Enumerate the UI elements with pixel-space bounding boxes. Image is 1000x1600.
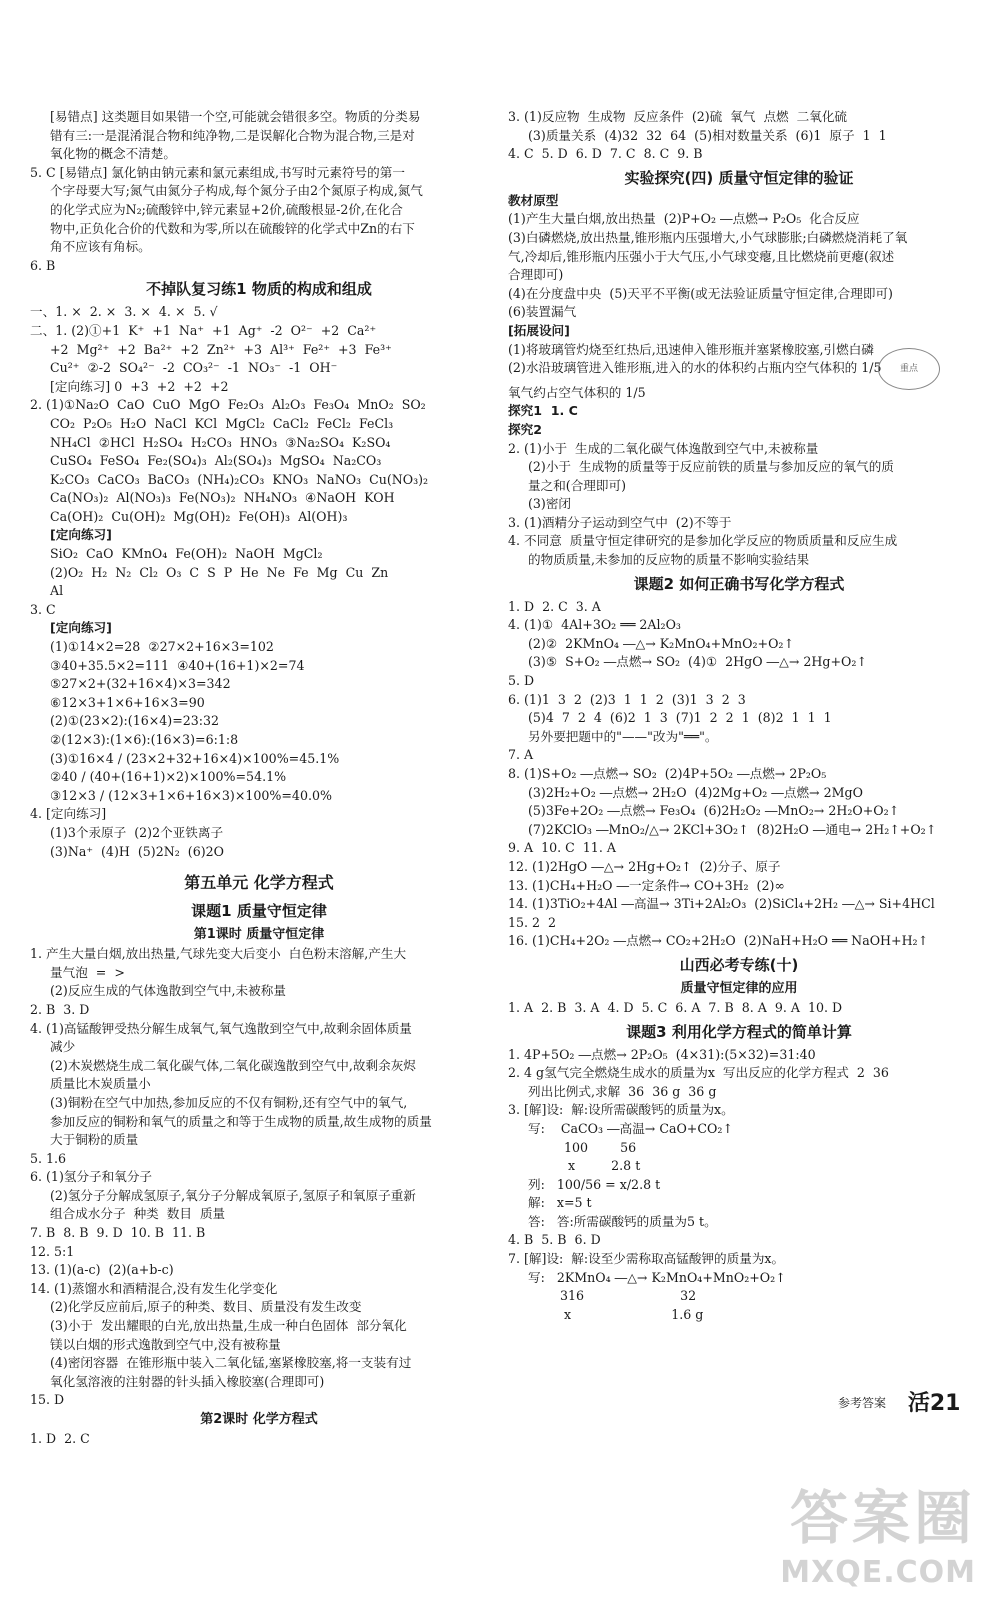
section-heading: 第五单元 化学方程式 [184, 873, 334, 893]
answer-line: 7. A [508, 747, 534, 763]
answer-line: ⑥12×3+1×6+16×3=90 [50, 694, 205, 710]
answer-line: ②40 / (40+(16+1)×2)×100%=54.1% [50, 769, 287, 785]
page-number: 活21 [907, 1391, 961, 1416]
answer-line: 7. [解]设: 解:设至少需称取高锰酸钾的质量为x。 [508, 1251, 785, 1267]
section-heading: 山西必考专练(十) [679, 955, 799, 974]
section-heading: 课题3 利用化学方程式的简单计算 [626, 1022, 852, 1041]
answer-line: 5. 1.6 [30, 1150, 67, 1166]
answer-line: [定向练习] [50, 527, 112, 543]
answer-line: 教材原型 [508, 192, 559, 208]
answer-line: (4)密闭容器 在锥形瓶中装入二氧化锰,塞紧橡胶塞,将一支装有过 [50, 1355, 412, 1371]
answer-line: 2. (1)①Na₂O CaO CuO MgO Fe₂O₃ Al₂O₃ Fe₃O₄ MnO₂ SO₂ [30, 397, 426, 413]
answer-line: [拓展设问] [508, 322, 570, 338]
answer-line: 气,冷却后,锥形瓶内压强小于大气压,小气球变瘪,且比燃烧前更瘪(叙述 [508, 248, 895, 264]
answer-line: (1)3个汞原子 (2)2个亚铁离子 [50, 824, 224, 840]
answer-line: 6. B [30, 257, 56, 273]
answer-line: (2)小于 生成物的质量等于反应前铁的质量与参加反应的氧气的质 [528, 459, 894, 475]
answer-line: (3)①16×4 / (23×2+32+16×4)×100%=45.1% [50, 750, 340, 766]
answer-line: 错有三:一是混淆混合物和纯净物,二是误解化合物为混合物,三是对 [50, 127, 415, 143]
answer-line: x 2.8 t [528, 1158, 641, 1174]
answer-line: (3)⑤ S+O₂ ―点燃→ SO₂ (4)① 2HgO ―△→ 2Hg+O₂↑ [528, 654, 867, 670]
answer-line: 7. B 8. B 9. D 10. B 11. B [30, 1225, 206, 1241]
answer-line: 二、1. (2)①+1 K⁺ +1 Na⁺ +1 Ag⁺ -2 O²⁻ +2 Ca²⁺ [30, 322, 377, 338]
answer-line: (3)铜粉在空气中加热,参加反应的不仅有铜粉,还有空气中的氧气, [50, 1094, 408, 1110]
answer-line: 写: 2KMnO₄ ―△→ K₂MnO₄+MnO₂+O₂↑ [528, 1269, 786, 1285]
answer-line: (2)木炭燃烧生成二氧化碳气体,二氧化碳逸散到空气中,故剩余灰烬 [50, 1057, 416, 1073]
answer-line: CuSO₄ FeSO₄ Fe₂(SO₄)₃ Al₂(SO₄)₃ MgSO₄ Na₂CO₃ [50, 453, 382, 469]
watermark-logo [780, 1471, 976, 1590]
answer-line: +2 Mg²⁺ +2 Ba²⁺ +2 Zn²⁺ +3 Al³⁺ Fe²⁺ +3 Fe³⁺ [50, 341, 392, 357]
answer-line: SiO₂ CaO KMnO₄ Fe(OH)₂ NaOH MgCl₂ [50, 546, 323, 562]
answer-line: 的化学式应为N₂;硫酸锌中,锌元素显+2价,硫酸根显-2价,在化合 [50, 201, 403, 217]
answer-line: 14. (1)蒸馏水和酒精混合,没有发生化学变化 [30, 1280, 278, 1296]
answer-line: K₂CO₃ CaCO₃ BaCO₃ (NH₄)₂CO₃ KNO₃ NaNO₃ Cu(NO₃)₂ [50, 471, 429, 487]
answer-line: 12. (1)2HgO ―△→ 2Hg+O₂↑ (2)分子、原子 [508, 858, 781, 874]
answer-line: 角不应该有角标。 [50, 239, 151, 255]
left-column [30, 108, 488, 1449]
page-footer [838, 1386, 960, 1417]
section-heading: 质量守恒定律的应用 [680, 980, 798, 996]
key-point-stamp: 重点 [878, 348, 940, 390]
answer-line: 个字母要大写;氮气由氮分子构成,每个氮分子由2个氮原子构成,氮气 [50, 183, 423, 199]
answer-line: NH₄Cl ②HCl H₂SO₄ H₂CO₃ HNO₃ ③Na₂SO₄ K₂SO₄ [50, 434, 391, 450]
answer-line: (2)② 2KMnO₄ ―△→ K₂MnO₄+MnO₂+O₂↑ [528, 635, 795, 651]
answer-line: (2)反应生成的气体逸散到空气中,未被称量 [50, 983, 286, 999]
answer-line: Cu²⁺ ②-2 SO₄²⁻ -2 CO₃²⁻ -1 NO₃⁻ -1 OH⁻ [50, 360, 338, 376]
answer-line: 6. (1)氢分子和氧分子 [30, 1169, 153, 1185]
answer-line: 参加反应的铜粉和氧气的质量之和等于生成物的质量,故生成物的质量 [50, 1113, 432, 1129]
answer-line: ⑤27×2+(32+16×4)×3=342 [50, 676, 231, 692]
answer-line: 5. C [易错点] 氯化钠由钠元素和氯元素组成,书写时元素符号的第一 [30, 164, 405, 180]
answer-line: 氧气约占空气体积的 1/5 [508, 384, 646, 400]
answer-line: 2. 4 g氢气完全燃烧生成水的质量为x 写出反应的化学方程式 2 36 [508, 1065, 889, 1081]
answer-line: CO₂ P₂O₅ H₂O NaCl KCl MgCl₂ CaCl₂ FeCl₂ FeCl₃ [50, 415, 394, 431]
answer-line: 量气泡 = > [50, 964, 125, 980]
answer-line: (7)2KClO₃ ―MnO₂/△→ 2KCl+3O₂↑ (8)2H₂O ―通电→ 2H₂↑+O₂↑ [528, 821, 937, 837]
section-heading: 课题2 如何正确书写化学方程式 [633, 574, 845, 593]
section-heading: 课题1 质量守恒定律 [191, 902, 327, 921]
answer-line: 合理即可) [508, 267, 564, 283]
answer-line: (3)2H₂+O₂ ―点燃→ 2H₂O (4)2Mg+O₂ ―点燃→ 2MgO [528, 784, 863, 800]
answer-line: 3. C [30, 601, 56, 617]
answer-line: [易错点] 这类题目如果错一个空,可能就会错很多空。物质的分类易 [50, 109, 421, 124]
answer-line: 316 32 [528, 1288, 697, 1304]
answer-line: 解: x=5 t [528, 1195, 592, 1211]
answer-line: (3)质量关系 (4)32 32 64 (5)相对数量关系 (6)1 原子 1 1 [528, 127, 887, 143]
answer-line: 3. (1)酒精分子运动到空气中 (2)不等于 [508, 514, 732, 530]
answer-line: (1)将玻璃管灼烧至红热后,迅速伸入锥形瓶并塞紧橡胶塞,引燃白磷 [508, 341, 874, 357]
answer-line: 质量比木炭质量小 [50, 1076, 151, 1092]
answer-line: (6)装置漏气 [508, 304, 577, 320]
answer-line: 3. [解]设: 解:设所需碳酸钙的质量为x。 [508, 1102, 734, 1118]
answer-line: 一、1. × 2. × 3. × 4. × 5. √ [30, 304, 218, 320]
answer-line: 另外要把题中的"——"改为"══"。 [528, 728, 718, 744]
answer-line: 2. (1)小于 生成的二氧化碳气体逸散到空气中,未被称量 [508, 440, 819, 456]
answer-line: 100 56 [528, 1139, 637, 1155]
answer-line: [定向练习] 0 +3 +2 +2 +2 [50, 378, 229, 394]
answer-line: (3)密闭 [528, 496, 572, 512]
answer-line: (2)氢分子分解成氢原子,氧分子分解成氧原子,氢原子和氧原子重新 [50, 1187, 416, 1203]
answer-line: 列: 100/56 = x/2.8 t [528, 1176, 661, 1192]
answer-line: x 1.6 g [528, 1306, 704, 1322]
answer-line: 15. 2 2 [508, 914, 557, 930]
answer-line: Ca(OH)₂ Cu(OH)₂ Mg(OH)₂ Fe(OH)₃ Al(OH)₃ [50, 508, 348, 524]
right-column [508, 108, 970, 1324]
answer-line: Ca(NO₃)₂ Al(NO₃)₃ Fe(NO₃)₂ NH₄NO₃ ④NaOH KOH [50, 490, 395, 506]
answer-line: (2)①(23×2):(16×4)=23:32 [50, 713, 220, 729]
answer-line: 1. 产生大量白烟,放出热量,气球先变大后变小 白色粉末溶解,产生大 [30, 946, 407, 962]
answer-line: 13. (1)(a-c) (2)(a+b-c) [30, 1262, 174, 1278]
answer-line: 物中,正负化合价的代数和为零,所以在硫酸锌的化学式中Zn的右下 [50, 220, 415, 236]
section-heading: 第1课时 质量守恒定律 [193, 927, 325, 943]
answer-line: (1)产生大量白烟,放出热量 (2)P+O₂ ―点燃→ P₂O₅ 化合反应 [508, 211, 860, 227]
answer-line: 写: CaCO₃ ―高温→ CaO+CO₂↑ [528, 1120, 733, 1136]
answer-line: [定向练习] [50, 620, 112, 636]
answer-line: (5)4 7 2 4 (6)2 1 3 (7)1 2 2 1 (8)2 1 1 1 [528, 710, 832, 726]
watermark-url: MXQE.COM [780, 1555, 976, 1590]
answer-line: 的物质质量,未参加的反应物的质量不影响实验结果 [528, 552, 810, 568]
answer-line: 列出比例式,求解 36 36 g 36 g [528, 1083, 717, 1099]
answer-line: 4. 不同意 质量守恒定律研究的是参加化学反应的物质质量和反应生成 [508, 533, 898, 549]
answer-line: (4)在分度盘中央 (5)天平不平衡(或无法验证质量守恒定律,合理即可) [508, 285, 893, 301]
answer-line: 4. [定向练习] [30, 806, 107, 822]
section-heading: 实验探究(四) 质量守恒定律的验证 [624, 168, 854, 187]
answer-line: 探究2 [508, 421, 542, 437]
section-heading: 第2课时 化学方程式 [200, 1412, 318, 1427]
answer-line: 3. (1)反应物 生成物 反应条件 (2)硫 氧气 点燃 二氧化硫 [508, 109, 848, 124]
answer-line: 15. D [30, 1392, 65, 1408]
answer-line: 1. D 2. C 3. A [508, 598, 601, 614]
answer-line: (1)①14×2=28 ②27×2+16×3=102 [50, 639, 274, 655]
answer-line: 4. (1)高锰酸钾受热分解生成氧气,氧气逸散到空气中,故剩余固体质量 [30, 1020, 412, 1036]
answer-line: 4. C 5. D 6. D 7. C 8. C 9. B [508, 146, 703, 162]
answer-line: (2)O₂ H₂ N₂ Cl₂ O₃ C S P He Ne Fe Mg Cu Zn [50, 564, 389, 580]
section-heading: 不掉队复习练1 物质的构成和组成 [146, 280, 372, 299]
answer-line: ③12×3 / (12×3+1×6+16×3)×100%=40.0% [50, 787, 332, 803]
answer-line: 1. A 2. B 3. A 4. D 5. C 6. A 7. B 8. A 9. A 10. D [508, 999, 843, 1015]
answer-line: 减少 [50, 1039, 76, 1055]
answer-line: 氧化氢溶液的注射器的针头插入橡胶塞(合理即可) [50, 1373, 325, 1389]
answer-line: 2. B 3. D [30, 1001, 90, 1017]
footer-label: 参考答案 [838, 1396, 887, 1410]
answer-line: 大于铜粉的质量 [50, 1132, 139, 1148]
answer-line: 1. D 2. C [30, 1431, 90, 1446]
answer-line: 5. D [508, 673, 535, 689]
answer-line: 镁以白烟的形式逸散到空气中,没有被称量 [50, 1336, 281, 1352]
answer-line: 4. (1)① 4Al+3O₂ ══ 2Al₂O₃ [508, 617, 681, 633]
answer-line: 8. (1)S+O₂ ―点燃→ SO₂ (2)4P+5O₂ ―点燃→ 2P₂O₅ [508, 766, 827, 781]
answer-line: 4. B 5. B 6. D [508, 1232, 601, 1248]
answer-line: (3)Na⁺ (4)H (5)2N₂ (6)2O [50, 843, 224, 859]
answer-line: (2)水沿玻璃管进入锥形瓶,进入的水的体积约占瓶内空气体积的 1/5 [508, 360, 882, 376]
answer-line: Al [50, 583, 64, 599]
answer-line: 组合成水分子 种类 数目 质量 [50, 1206, 226, 1222]
answer-line: 9. A 10. C 11. A [508, 840, 616, 856]
answer-line: ②(12×3):(1×6):(16×3)=6:1:8 [50, 732, 239, 747]
answer-line: 1. 4P+5O₂ ―点燃→ 2P₂O₅ (4×31):(5×32)=31:40 [508, 1046, 816, 1062]
answer-line: (2)化学反应前后,原子的种类、数目、质量没有发生改变 [50, 1299, 362, 1315]
answer-line: 量之和(合理即可) [528, 477, 626, 493]
answer-line: (3)小于 发出耀眼的白光,放出热量,生成一种白色固体 部分氧化 [50, 1318, 407, 1334]
answer-line: (5)3Fe+2O₂ ―点燃→ Fe₃O₄ (6)2H₂O₂ ―MnO₂→ 2H₂O+O₂↑ [528, 803, 900, 819]
answer-line: ③40+35.5×2=111 ④40+(16+1)×2=74 [50, 657, 305, 673]
answer-line: 13. (1)CH₄+H₂O ―一定条件→ CO+3H₂ (2)∞ [508, 877, 785, 893]
answer-line: 探究1 1. C [508, 403, 578, 419]
answer-line: 12. 5:1 [30, 1243, 75, 1259]
watermark-title: 答案圈 [789, 1484, 976, 1552]
answer-line: 答: 答:所需碳酸钙的质量为5 t。 [528, 1213, 717, 1229]
answer-line: 14. (1)3TiO₂+4Al ―高温→ 3Ti+2Al₂O₃ (2)SiCl₄+2H₂ ―△→ Si+4HCl [508, 896, 935, 912]
answer-line: (3)白磷燃烧,放出热量,锥形瓶内压强增大,小气球膨胀;白磷燃烧消耗了氧 [508, 229, 908, 245]
answer-line: 6. (1)1 3 2 (2)3 1 1 2 (3)1 3 2 3 [508, 691, 746, 707]
answer-line: 16. (1)CH₄+2O₂ ―点燃→ CO₂+2H₂O (2)NaH+H₂O ══ NaOH+H₂↑ [508, 933, 929, 949]
answer-line: 氧化物的概念不清楚。 [50, 146, 176, 162]
